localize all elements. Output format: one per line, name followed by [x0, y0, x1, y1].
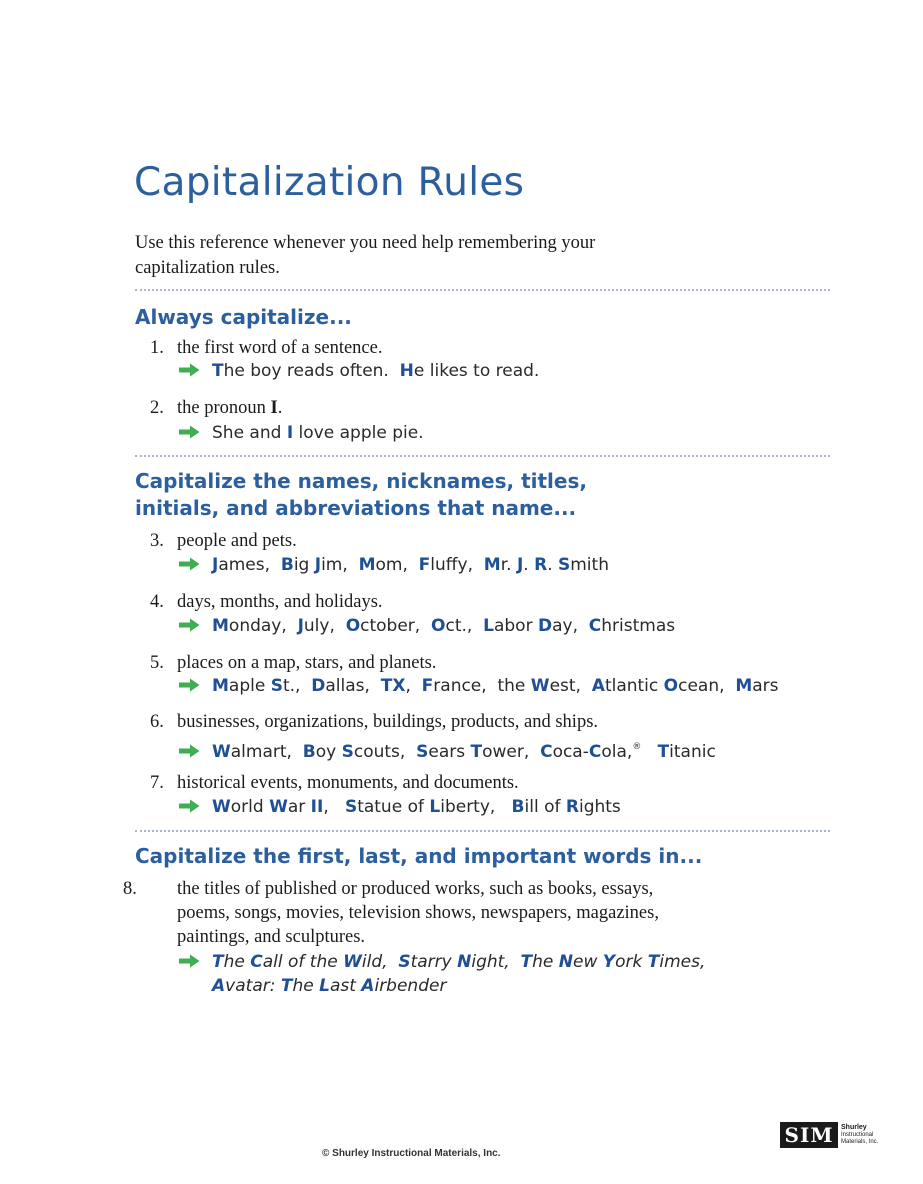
- capital-letter: T: [212, 952, 224, 972]
- rule-text-part: businesses, organizations, buildings, products, and ships.: [177, 712, 599, 732]
- capital-letter: M: [358, 555, 376, 575]
- section-heading: [135, 468, 587, 522]
- arrow-right-icon: [178, 799, 200, 813]
- arrow-right-icon: [178, 363, 200, 377]
- rule-number: 4.: [150, 592, 164, 612]
- section-divider: [135, 830, 830, 832]
- example-text: abor: [493, 616, 538, 636]
- capital-letter: T: [657, 742, 670, 762]
- capital-letter: W: [269, 797, 288, 817]
- example-text: ild,: [361, 952, 399, 972]
- example-text: allas,: [325, 676, 381, 696]
- arrow-right-icon: [178, 425, 200, 439]
- capital-letter: M: [483, 555, 501, 575]
- capital-letter: R: [534, 555, 548, 575]
- example-text: ames,: [218, 555, 281, 575]
- example-text: imes,: [659, 952, 706, 972]
- capital-letter: L: [483, 616, 494, 636]
- example-line: [178, 553, 828, 577]
- rule-number: 1.: [150, 338, 164, 358]
- example-text: She and: [212, 423, 287, 443]
- capital-letter: M: [212, 676, 229, 696]
- example-text: he: [223, 952, 251, 972]
- section-heading-line: initials, and abbreviations that name...: [135, 496, 577, 520]
- capital-letter: D: [311, 676, 326, 696]
- capital-letter: S: [416, 742, 429, 762]
- example-text: onday,: [228, 616, 298, 636]
- example-line: [178, 674, 828, 698]
- example-text: itanic: [669, 742, 716, 762]
- rule-line: [123, 877, 830, 901]
- arrow-right-icon: [178, 618, 200, 632]
- capital-letter: B: [511, 797, 525, 817]
- rule-text: [150, 590, 830, 614]
- capital-letter: II: [310, 797, 324, 817]
- capital-letter: A: [361, 976, 375, 996]
- copyright-footer: © Shurley Instructional Materials, Inc.: [322, 1148, 501, 1159]
- page-title: Capitalization Rules: [134, 160, 525, 205]
- example-text: tarry: [410, 952, 458, 972]
- example-text: he: [532, 952, 559, 972]
- example-text: [641, 742, 657, 762]
- capital-letter: N: [558, 952, 573, 972]
- capital-letter: N: [457, 952, 472, 972]
- example-line: [178, 421, 828, 445]
- example-text: cean,: [678, 676, 736, 696]
- example-text: irbender: [374, 976, 447, 996]
- capital-letter: W: [530, 676, 550, 696]
- capital-letter: W: [343, 952, 362, 972]
- rule-text: [150, 771, 830, 795]
- example-text: ears: [428, 742, 471, 762]
- example-text: im,: [321, 555, 359, 575]
- publisher-logo: [780, 1122, 879, 1150]
- example-text: he boy reads often.: [223, 361, 400, 381]
- registered-mark: ®: [632, 742, 642, 752]
- example-text: t.,: [282, 676, 312, 696]
- section-heading-line: Always capitalize...: [135, 305, 352, 329]
- example-text: ig: [293, 555, 315, 575]
- arrow-right-icon: [178, 954, 200, 968]
- capital-letter: S: [398, 952, 411, 972]
- example-text: ,: [405, 676, 422, 696]
- capital-letter: I: [286, 423, 294, 443]
- arrow-right-icon: [178, 744, 200, 758]
- rule-line: [150, 901, 830, 925]
- example-text: couts,: [353, 742, 417, 762]
- capital-letter: O: [345, 616, 361, 636]
- logo-line2: Instructional: [841, 1132, 874, 1138]
- section-heading-line: Capitalize the first, last, and important words in...: [135, 844, 703, 868]
- capital-letter: S: [344, 797, 358, 817]
- rule-text-part: places on a map, stars, and planets.: [177, 653, 437, 673]
- section-heading: [135, 304, 352, 331]
- rule-text-part: the pronoun: [177, 398, 271, 418]
- capital-letter: F: [421, 676, 434, 696]
- capital-letter: Y: [602, 952, 616, 972]
- example-text: ctober,: [360, 616, 432, 636]
- capital-letter: M: [212, 616, 229, 636]
- example-text: ight,: [471, 952, 521, 972]
- rule-number: 7.: [150, 773, 164, 793]
- rule-text-part: .: [277, 398, 283, 418]
- rule-text: [150, 336, 830, 360]
- section-heading: [135, 843, 702, 870]
- example-line: [178, 950, 828, 974]
- example-text: est,: [549, 676, 592, 696]
- rule-text: [150, 529, 830, 553]
- capital-letter: H: [399, 361, 414, 381]
- example-text: ars: [752, 676, 779, 696]
- example-text: ights: [578, 797, 621, 817]
- example-line: [178, 795, 828, 819]
- rule-number: 5.: [150, 653, 164, 673]
- example-text: mith: [570, 555, 609, 575]
- example-text: e likes to read.: [413, 361, 540, 381]
- intro-text: Use this reference whenever you need help remembering your capitalization rules.: [135, 233, 596, 278]
- example-text: uly,: [303, 616, 346, 636]
- logo-line3: Materials, Inc.: [841, 1139, 879, 1145]
- section-divider: [135, 289, 830, 291]
- example-line: [212, 974, 862, 998]
- rule-number: 3.: [150, 531, 164, 551]
- capital-letter: R: [565, 797, 579, 817]
- example-text: ill of: [524, 797, 566, 817]
- example-line: [178, 735, 828, 764]
- example-text: ct.,: [445, 616, 484, 636]
- capital-letter: B: [302, 742, 316, 762]
- capital-letter: A: [212, 976, 226, 996]
- example-text: r.: [500, 555, 517, 575]
- example-line: [178, 614, 828, 638]
- rule-text-part: historical events, monuments, and documents.: [177, 773, 519, 793]
- rule-text-part: days, months, and holidays.: [177, 592, 383, 612]
- capital-letter: S: [270, 676, 283, 696]
- capital-letter: F: [418, 555, 431, 575]
- rule-line: [150, 925, 830, 949]
- rule-text: [150, 651, 830, 675]
- example-text: aple: [228, 676, 271, 696]
- capital-letter: D: [537, 616, 553, 636]
- capital-letter: C: [250, 952, 263, 972]
- capital-letter: S: [558, 555, 571, 575]
- rule-text: [150, 396, 830, 420]
- rule-line-text: paintings, and sculptures.: [177, 927, 366, 947]
- arrow-right-icon: [178, 557, 200, 571]
- capital-letter: T: [647, 952, 660, 972]
- example-text: oca-: [552, 742, 589, 762]
- example-text: all of the: [262, 952, 344, 972]
- example-text: almart,: [230, 742, 303, 762]
- rule-text-part: the first word of a sentence.: [177, 338, 383, 358]
- capital-letter: J: [516, 555, 524, 575]
- example-text: ower,: [482, 742, 541, 762]
- rule-text: [123, 877, 830, 949]
- capital-letter: C: [588, 742, 602, 762]
- example-text: iberty,: [440, 797, 512, 817]
- capital-letter: J: [297, 616, 304, 636]
- example-text: .: [547, 555, 558, 575]
- rule-number: 8.: [123, 879, 137, 899]
- capital-letter: J: [212, 555, 219, 575]
- example-line: [178, 359, 828, 383]
- example-text: luffy,: [430, 555, 484, 575]
- example-text: ork: [615, 952, 648, 972]
- rule-line-text: the titles of published or produced works, such as books, essays,: [177, 879, 654, 899]
- capital-letter: S: [341, 742, 354, 762]
- example-text: hristmas: [601, 616, 676, 636]
- example-text: ,: [323, 797, 345, 817]
- capital-letter: T: [470, 742, 483, 762]
- capital-letter: J: [314, 555, 322, 575]
- example-text: .: [523, 555, 535, 575]
- example-text: om,: [375, 555, 419, 575]
- capital-letter: C: [588, 616, 602, 636]
- rule-text-part: people and pets.: [177, 531, 297, 551]
- example-text: oy: [315, 742, 342, 762]
- capital-letter: O: [431, 616, 446, 636]
- capital-letter: C: [540, 742, 553, 762]
- capital-letter: T: [280, 976, 293, 996]
- section-divider: [135, 455, 830, 457]
- example-text: love apple pie.: [293, 423, 424, 443]
- example-text: ast: [329, 976, 362, 996]
- example-text: ola,: [601, 742, 633, 762]
- logo-name: Shurley: [841, 1124, 867, 1131]
- example-text: rance, the: [433, 676, 531, 696]
- logo-mark: SIM: [780, 1122, 838, 1148]
- example-text: ew: [573, 952, 603, 972]
- example-text: ar: [287, 797, 311, 817]
- rule-text: [150, 710, 830, 734]
- rule-text-part: I: [270, 398, 278, 418]
- example-text: tlantic: [604, 676, 664, 696]
- capital-letter: T: [212, 361, 224, 381]
- example-text: ay,: [552, 616, 589, 636]
- capital-letter: T: [520, 952, 533, 972]
- example-text: tatue of: [357, 797, 430, 817]
- example-text: he: [292, 976, 320, 996]
- capital-letter: L: [319, 976, 330, 996]
- rule-number: 6.: [150, 712, 164, 732]
- capital-letter: W: [212, 742, 231, 762]
- capital-letter: O: [663, 676, 679, 696]
- capital-letter: A: [591, 676, 605, 696]
- capital-letter: W: [212, 797, 231, 817]
- section-heading-line: Capitalize the names, nicknames, titles,: [135, 469, 587, 493]
- capital-letter: L: [429, 797, 441, 817]
- example-text: orld: [230, 797, 270, 817]
- capital-letter: TX: [380, 676, 406, 696]
- example-text: vatar:: [225, 976, 281, 996]
- rule-number: 2.: [150, 398, 164, 418]
- rule-line-text: poems, songs, movies, television shows, newspapers, magazines,: [177, 903, 659, 923]
- logo-text: [841, 1124, 881, 1146]
- capital-letter: M: [735, 676, 753, 696]
- arrow-right-icon: [178, 678, 200, 692]
- capital-letter: B: [280, 555, 294, 575]
